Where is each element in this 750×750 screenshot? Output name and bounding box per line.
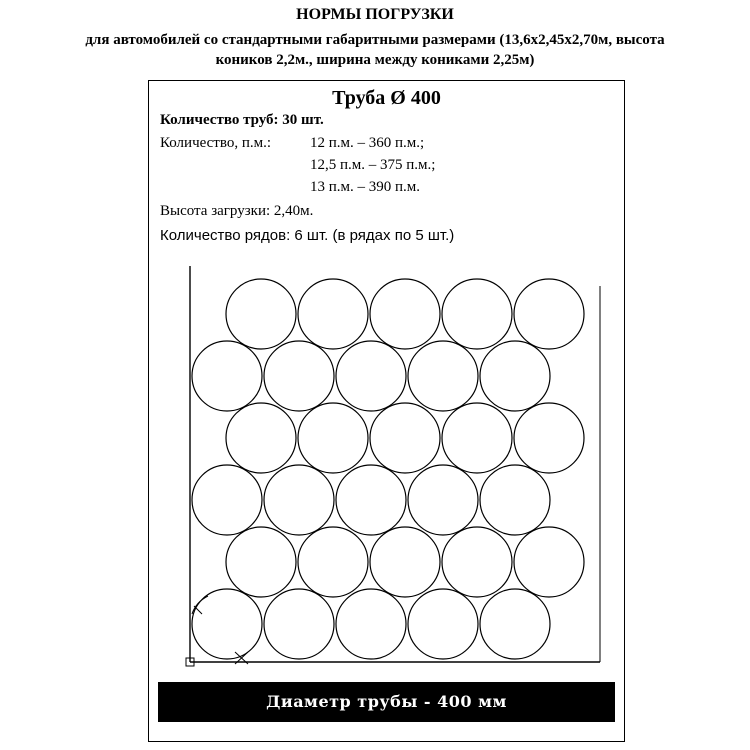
pipe-circle	[226, 403, 296, 473]
load-height: Высота загрузки: 2,40м.	[160, 203, 314, 219]
pipe-circle	[408, 589, 478, 659]
pipe-circle	[408, 341, 478, 411]
pipe-circle	[298, 403, 368, 473]
pipe-circle	[480, 341, 550, 411]
pipe-circle	[442, 279, 512, 349]
page-title: НОРМЫ ПОГРУЗКИ	[296, 6, 454, 23]
diameter-banner: Диаметр трубы - 400 мм	[158, 682, 615, 722]
pipe-circle	[336, 465, 406, 535]
pipe-circle	[264, 341, 334, 411]
pipe-circle	[226, 527, 296, 597]
pipe-stack-diagram	[160, 262, 615, 674]
pipe-circle	[192, 589, 262, 659]
pipe-circle	[192, 341, 262, 411]
length-row-1: 12 п.м. – 360 п.м.;	[310, 135, 425, 151]
pipe-circles	[192, 279, 584, 659]
pipe-circle	[192, 465, 262, 535]
pipe-circle	[370, 279, 440, 349]
pipe-circle	[514, 403, 584, 473]
pipe-circle	[480, 589, 550, 659]
pipe-circle	[264, 465, 334, 535]
length-row-3: 13 п.м. – 390 п.м.	[310, 179, 421, 195]
pipe-circle	[226, 279, 296, 349]
pipe-circle	[336, 589, 406, 659]
pipe-circle	[298, 527, 368, 597]
row-count: Количество рядов: 6 шт. (в рядах по 5 шт.)	[160, 227, 455, 244]
pipe-circle	[336, 341, 406, 411]
pipe-circle	[370, 527, 440, 597]
pipe-circle	[370, 403, 440, 473]
length-row-2: 12,5 п.м. – 375 п.м.;	[310, 157, 436, 173]
pipe-circle	[298, 279, 368, 349]
pipe-count: Количество труб: 30 шт.	[160, 112, 324, 128]
pipe-circle	[442, 403, 512, 473]
pipe-circle	[264, 589, 334, 659]
pipe-circle	[514, 279, 584, 349]
pipe-circle	[480, 465, 550, 535]
pipe-circle	[408, 465, 478, 535]
pipe-circle	[514, 527, 584, 597]
pipe-circle	[442, 527, 512, 597]
length-label: Количество, п.м.:	[160, 135, 272, 151]
card-title: Труба Ø 400	[332, 87, 441, 109]
page-subtitle: для автомобилей со стандартными габаритными размерами (13,6х2,45х2,70м, высота коников 2,2м., ширина между кониками 2,25м)	[85, 32, 665, 68]
